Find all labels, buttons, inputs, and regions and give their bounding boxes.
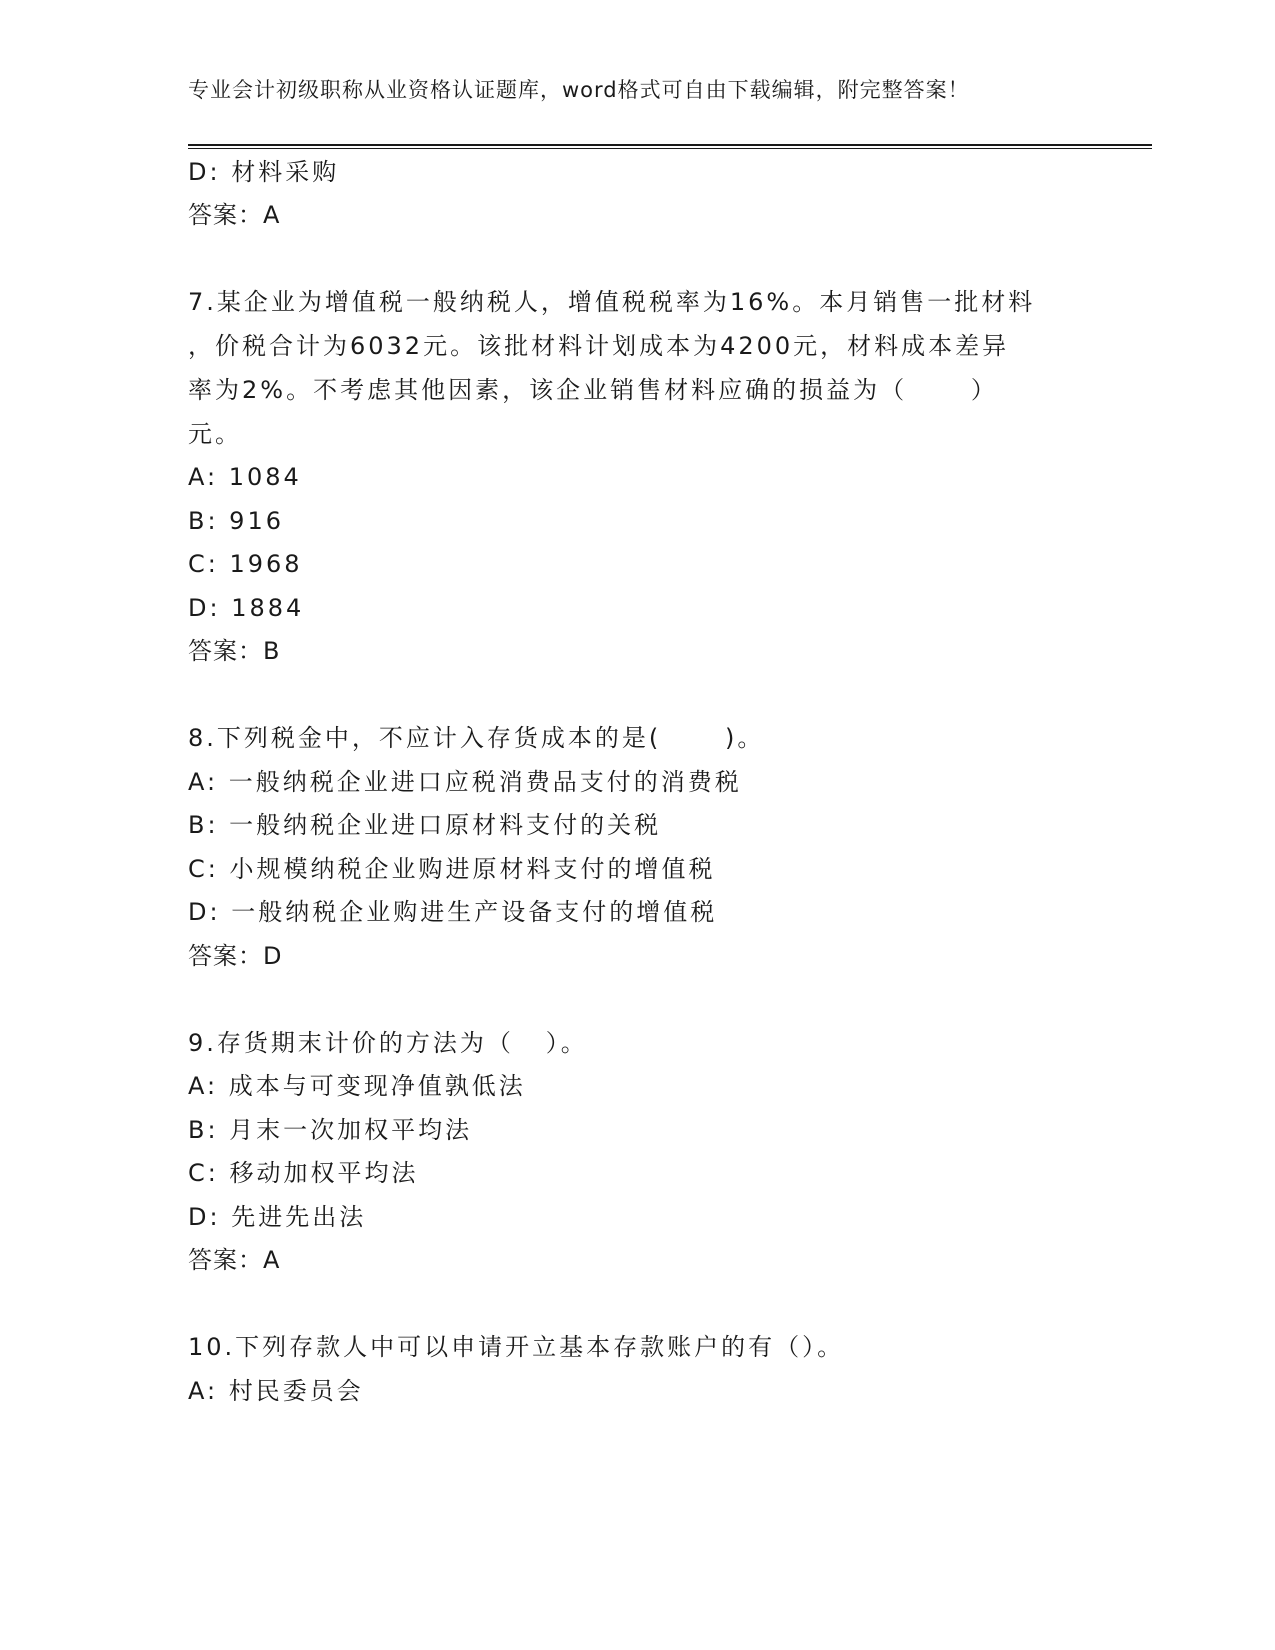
- q8-option-a: A: 一般纳税企业进口应税消费品支付的消费税: [188, 768, 742, 796]
- q6-answer: 答案：A: [188, 201, 281, 229]
- q8-option-d: D: 一般纳税企业购进生产设备支付的增值税: [188, 898, 718, 926]
- q7-option-a: A: 1084: [188, 463, 302, 491]
- q9-answer: 答案：A: [188, 1246, 281, 1274]
- q7-option-d: D: 1884: [188, 594, 305, 622]
- page-header: 专业会计初级职称从业资格认证题库，word格式可自由下载编辑，附完整答案！: [188, 78, 970, 102]
- q9-option-a: A: 成本与可变现净值孰低法: [188, 1072, 526, 1100]
- q8-answer: 答案：D: [188, 942, 283, 970]
- q9-option-d: D: 先进先出法: [188, 1203, 367, 1231]
- q9-option-c: C: 移动加权平均法: [188, 1159, 419, 1187]
- q9-stem: 9.存货期末计价的方法为（ ）。: [188, 1029, 588, 1057]
- q10-stem: 10.下列存款人中可以申请开立基本存款账户的有（）。: [188, 1333, 845, 1361]
- q7-option-c: C: 1968: [188, 550, 303, 578]
- q7-stem-line1: 7.某企业为增值税一般纳税人，增值税税率为16%。本月销售一批材料: [188, 288, 1036, 316]
- q8-option-b: B: 一般纳税企业进口原材料支付的关税: [188, 811, 662, 839]
- q9-option-b: B: 月末一次加权平均法: [188, 1116, 473, 1144]
- q7-answer: 答案：B: [188, 637, 281, 665]
- q10-option-a: A: 村民委员会: [188, 1377, 364, 1405]
- header-divider: [188, 144, 1152, 149]
- q8-option-c: C: 小规模纳税企业购进原材料支付的增值税: [188, 855, 716, 883]
- q7-stem-line3: 率为2%。不考虑其他因素，该企业销售材料应确的损益为（ ）: [188, 376, 998, 404]
- q7-stem-line2: ，价税合计为6032元。该批材料计划成本为4200元，材料成本差异: [188, 332, 1010, 360]
- q6-option-d: D: 材料采购: [188, 158, 340, 186]
- q7-option-b: B: 916: [188, 507, 284, 535]
- q8-stem: 8.下列税金中，不应计入存货成本的是( )。: [188, 724, 765, 752]
- q7-stem-line4: 元。: [188, 420, 242, 448]
